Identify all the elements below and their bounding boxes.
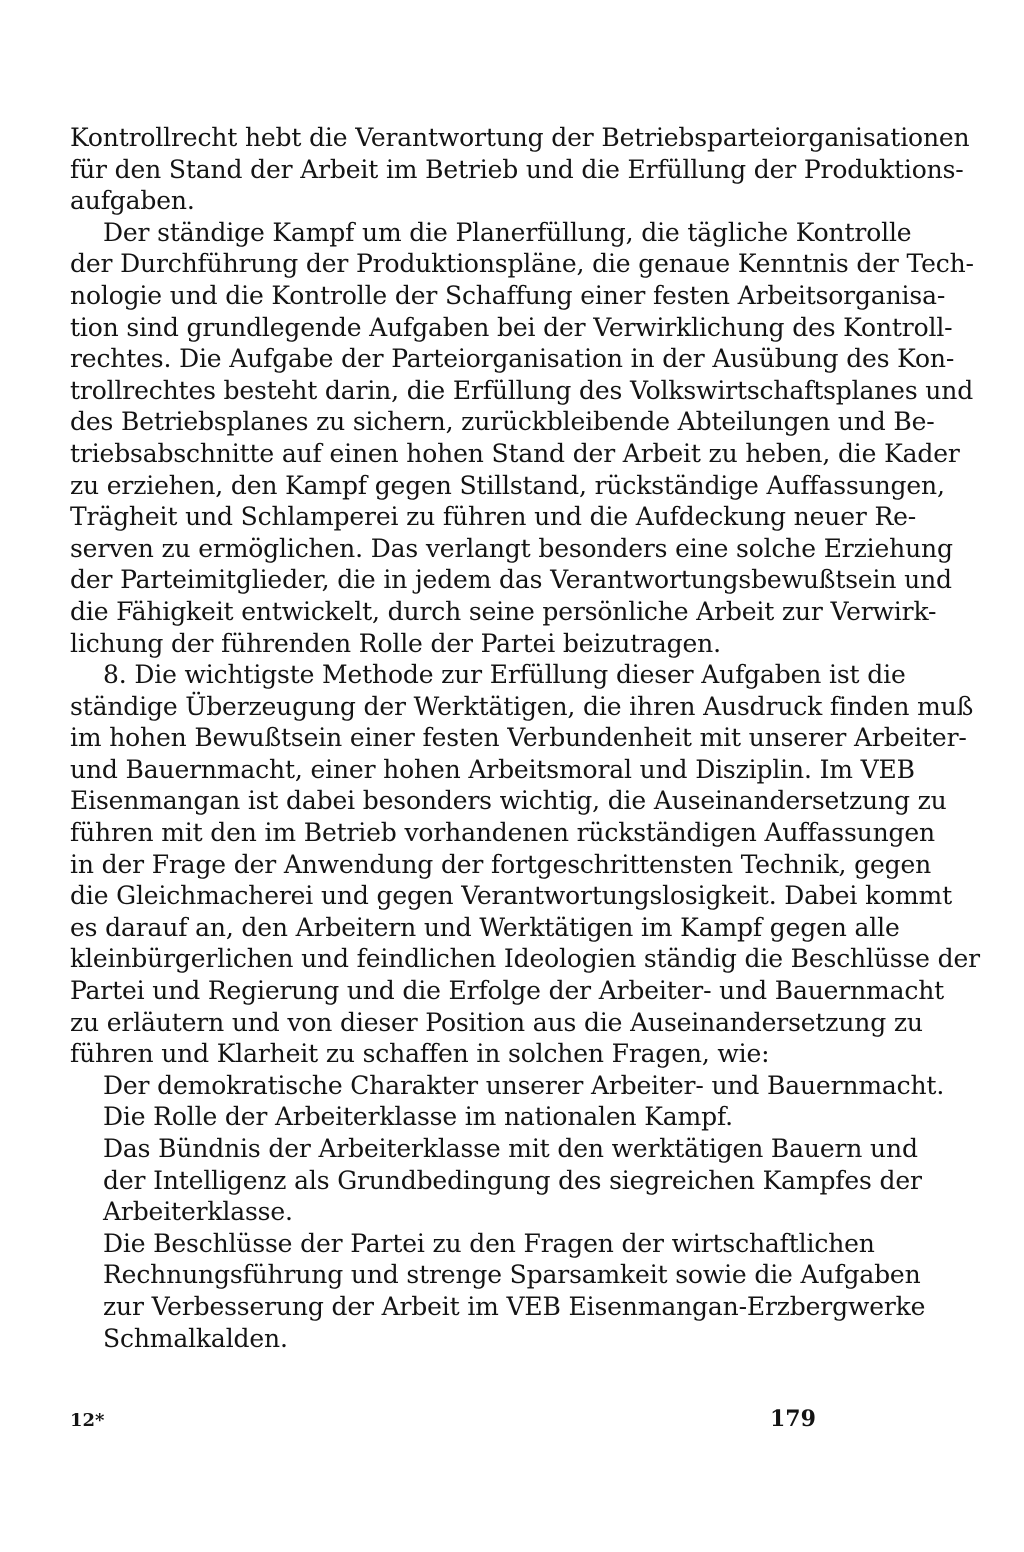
text-line: zu erziehen, den Kampf gegen Stillstand, rückständige Auffassungen, (70, 470, 945, 500)
text-line: Trägheit und Schlamperei zu führen und die Aufdeckung neuer Re- (70, 502, 917, 532)
text-line: der Durchführung der Produktionspläne, die genaue Kenntnis der Tech- (70, 249, 974, 279)
signature-mark: 12* (70, 1410, 105, 1431)
text-line: für den Stand der Arbeit im Betrieb und die Erfüllung der Produktions- (70, 154, 964, 184)
text-line: es darauf an, den Arbeitern und Werktätigen im Kampf gegen alle (70, 912, 900, 942)
list-item: Die Rolle der Arbeiterklasse im nationalen Kampf. (103, 1102, 733, 1132)
text-line: des Betriebsplanes zu sichern, zurückbleibende Abteilungen und Be- (70, 407, 935, 437)
text-line: lichung der führenden Rolle der Partei beizutragen. (70, 628, 721, 658)
text-line: im hohen Bewußtsein einer festen Verbundenheit mit unserer Arbeiter- (70, 723, 967, 753)
text-line: trollrechtes besteht darin, die Erfüllung des Volkswirtschaftsplanes und (70, 375, 974, 405)
document-body (70, 122, 980, 1354)
list-item-continuation: Schmalkalden. (103, 1323, 288, 1353)
page-number: 179 (770, 1406, 816, 1432)
text-line: kleinbürgerlichen und feindlichen Ideologien ständig die Beschlüsse der (70, 944, 980, 974)
text-line: die Gleichmacherei und gegen Verantwortungslosigkeit. Dabei kommt (70, 881, 952, 911)
list-item-continuation: Arbeiterklasse. (103, 1197, 293, 1227)
text-line: die Fähigkeit entwickelt, durch seine persönliche Arbeit zur Verwirk- (70, 596, 937, 626)
text-line: Partei und Regierung und die Erfolge der Arbeiter- und Bauernmacht (70, 976, 945, 1006)
text-line: und Bauernmacht, einer hohen Arbeitsmoral und Disziplin. Im VEB (70, 754, 915, 784)
text-line: ständige Überzeugung der Werktätigen, die ihren Ausdruck finden muß (70, 691, 974, 721)
text-line: zu erläutern und von dieser Position aus die Auseinandersetzung zu (70, 1007, 923, 1037)
text-line: serven zu ermöglichen. Das verlangt besonders eine solche Erziehung (70, 533, 953, 563)
text-line: triebsabschnitte auf einen hohen Stand der Arbeit zu heben, die Kader (70, 438, 960, 468)
text-line: Eisenmangan ist dabei besonders wichtig, die Auseinandersetzung zu (70, 786, 947, 816)
text-line: aufgaben. (70, 186, 195, 216)
text-line: führen mit den im Betrieb vorhandenen rückständigen Auffassungen (70, 818, 935, 848)
list-item: Das Bündnis der Arbeiterklasse mit den werktätigen Bauern und (103, 1134, 918, 1163)
list-item-continuation: der Intelligenz als Grundbedingung des siegreichen Kampfes der (103, 1165, 922, 1195)
text-line: nologie und die Kontrolle der Schaffung einer festen Arbeitsorganisa- (70, 280, 946, 310)
text-line: führen und Klarheit zu schaffen in solchen Fragen, wie: (70, 1039, 770, 1069)
text-line: tion sind grundlegende Aufgaben bei der Verwirklichung des Kontroll- (70, 312, 953, 342)
list-item: Die Beschlüsse der Partei zu den Fragen der wirtschaftlichen (103, 1228, 875, 1258)
text-line: Der ständige Kampf um die Planerfüllung, die tägliche Kontrolle (103, 217, 912, 247)
text-line: Kontrollrecht hebt die Verantwortung der Betriebsparteiorganisationen (70, 123, 970, 152)
list-item-continuation: Rechnungsführung und strenge Sparsamkeit sowie die Aufgaben (103, 1260, 921, 1290)
text-line: 8. Die wichtigste Methode zur Erfüllung dieser Aufgaben ist die (103, 660, 906, 690)
list-item: Der demokratische Charakter unserer Arbeiter- und Bauernmacht. (103, 1070, 945, 1100)
list-item-continuation: zur Verbesserung der Arbeit im VEB Eisenmangan-Erzbergwerke (103, 1291, 926, 1321)
text-line: rechtes. Die Aufgabe der Parteiorganisation in der Ausübung des Kon- (70, 344, 955, 374)
text-line: der Parteimitglieder, die in jedem das Verantwortungsbewußtsein und (70, 565, 952, 595)
text-line: in der Frage der Anwendung der fortgeschrittensten Technik, gegen (70, 849, 932, 879)
